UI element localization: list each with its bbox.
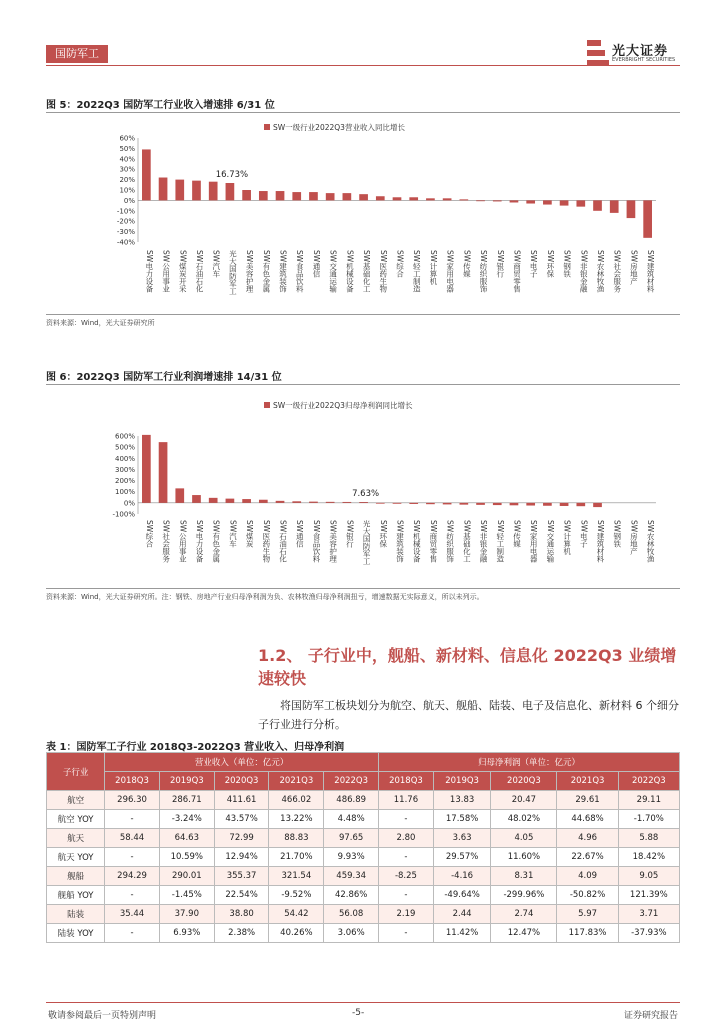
category-label: SW商贸零售 bbox=[512, 250, 522, 293]
bar bbox=[543, 503, 552, 506]
logo-text: 光大证券 bbox=[612, 44, 669, 59]
category-label: SW有色金属 bbox=[261, 250, 271, 293]
y-tick-label: 600% bbox=[114, 432, 135, 441]
table-row bbox=[47, 810, 680, 829]
table-cell: 48.02% bbox=[491, 810, 557, 829]
bar bbox=[309, 502, 318, 503]
year-header: 2021Q3 bbox=[557, 772, 618, 791]
table-cell: 35.44 bbox=[105, 905, 160, 924]
bar bbox=[593, 503, 602, 507]
bar bbox=[476, 200, 485, 201]
category-label: SW电力设备 bbox=[144, 250, 154, 293]
category-label: SW农林牧渔 bbox=[596, 250, 606, 293]
row-label: 陆装 YOY bbox=[47, 924, 105, 943]
bar bbox=[476, 503, 485, 505]
table-cell: 12.94% bbox=[214, 848, 269, 867]
table-cell: 97.65 bbox=[324, 829, 379, 848]
bar bbox=[393, 197, 402, 200]
table-cell: 40.26% bbox=[269, 924, 324, 943]
table-cell: 5.97 bbox=[557, 905, 618, 924]
subindustry-table bbox=[46, 752, 680, 943]
bar bbox=[543, 200, 552, 204]
category-label: SW公用事业 bbox=[178, 520, 188, 563]
category-label: SW食品饮料 bbox=[295, 250, 305, 293]
table-cell: 18.42% bbox=[618, 848, 679, 867]
footer-divider bbox=[46, 1002, 680, 1003]
y-tick-label: -20% bbox=[116, 217, 135, 226]
table-cell: 42.86% bbox=[324, 886, 379, 905]
legend-swatch bbox=[264, 402, 270, 408]
table-cell: -1.70% bbox=[618, 810, 679, 829]
everbright-logo-icon bbox=[587, 40, 609, 66]
bar bbox=[493, 503, 502, 505]
year-header: 2019Q3 bbox=[433, 772, 491, 791]
category-label: 光大国防军工 bbox=[228, 250, 238, 295]
year-header: 2022Q3 bbox=[618, 772, 679, 791]
section-tag: 国防军工 bbox=[46, 45, 108, 63]
logo-subtext: EVERBRIGHT SECURITIES bbox=[612, 57, 676, 63]
figure6-source: 资料来源：Wind，光大证券研究所。注：钢铁、房地产行业归母净利润为负、农林牧渔归母净利润扭亏，增速数据无实际意义，所以未列示。 bbox=[46, 593, 484, 601]
bar bbox=[159, 178, 168, 201]
table-cell: 29.61 bbox=[557, 791, 618, 810]
y-tick-label: 200% bbox=[114, 477, 135, 486]
bar bbox=[393, 503, 402, 504]
category-label: SW医药生物 bbox=[261, 520, 271, 563]
y-tick-label: -10% bbox=[116, 207, 135, 216]
year-header: 2020Q3 bbox=[491, 772, 557, 791]
category-label: SW社会服务 bbox=[612, 250, 622, 293]
table-cell: 4.09 bbox=[557, 867, 618, 886]
bar bbox=[242, 190, 251, 200]
bar bbox=[226, 183, 235, 200]
table-cell: 459.34 bbox=[324, 867, 379, 886]
bar bbox=[510, 503, 519, 505]
category-label: SW有色金属 bbox=[211, 520, 221, 563]
category-label: SW通信 bbox=[311, 250, 321, 278]
category-label: SW综合 bbox=[144, 520, 154, 548]
row-label: 航空 bbox=[47, 791, 105, 810]
table-cell: 72.99 bbox=[214, 829, 269, 848]
table-cell: 486.89 bbox=[324, 791, 379, 810]
category-label: SW轻工制造 bbox=[495, 520, 505, 563]
category-label: SW钢铁 bbox=[562, 250, 572, 278]
table-cell: 43.57% bbox=[214, 810, 269, 829]
category-label: SW环保 bbox=[545, 250, 555, 278]
table-cell: 13.83 bbox=[433, 791, 491, 810]
table-row bbox=[47, 791, 680, 810]
table-cell: 6.93% bbox=[159, 924, 214, 943]
bar bbox=[359, 194, 368, 200]
revenue-group-header: 营业收入（单位：亿元） bbox=[105, 753, 379, 772]
y-tick-label: -40% bbox=[116, 238, 135, 247]
table-cell: -37.93% bbox=[618, 924, 679, 943]
table-cell: 2.44 bbox=[433, 905, 491, 924]
category-label: SW电力设备 bbox=[194, 520, 204, 563]
bar bbox=[142, 149, 151, 200]
table-cell: 37.90 bbox=[159, 905, 214, 924]
table-cell: 117.83% bbox=[557, 924, 618, 943]
table-cell: -49.64% bbox=[433, 886, 491, 905]
table-row bbox=[47, 867, 680, 886]
table-cell: 44.68% bbox=[557, 810, 618, 829]
year-header: 2018Q3 bbox=[379, 772, 434, 791]
table-cell: 355.37 bbox=[214, 867, 269, 886]
table-cell: -1.45% bbox=[159, 886, 214, 905]
table-cell: 11.60% bbox=[491, 848, 557, 867]
table-cell: 4.05 bbox=[491, 829, 557, 848]
data-label: 16.73% bbox=[215, 170, 249, 181]
bar bbox=[627, 200, 636, 218]
table-cell: 17.58% bbox=[433, 810, 491, 829]
bar bbox=[376, 196, 385, 200]
category-label: SW计算机 bbox=[428, 250, 438, 285]
category-label: SW家用电器 bbox=[445, 250, 455, 293]
bar bbox=[326, 502, 335, 503]
table-cell: 3.63 bbox=[433, 829, 491, 848]
table-cell: 5.88 bbox=[618, 829, 679, 848]
table1-caption: 表 1：国防军工子行业 2018Q3-2022Q3 营业收入、归母净利润 bbox=[46, 742, 345, 753]
category-label: SW机械设备 bbox=[345, 250, 355, 293]
bar bbox=[593, 200, 602, 210]
table-cell: 466.02 bbox=[269, 791, 324, 810]
table-cell: 13.22% bbox=[269, 810, 324, 829]
table-cell: 8.31 bbox=[491, 867, 557, 886]
table-cell: - bbox=[105, 848, 160, 867]
bar bbox=[142, 435, 151, 503]
table-cell: 3.06% bbox=[324, 924, 379, 943]
category-label: SW房地产 bbox=[629, 520, 639, 555]
category-label: SW传媒 bbox=[462, 250, 472, 278]
row-label: 陆装 bbox=[47, 905, 105, 924]
y-tick-label: 100% bbox=[114, 488, 135, 497]
table-cell: 11.76 bbox=[379, 791, 434, 810]
category-label: SW商贸零售 bbox=[428, 520, 438, 563]
table-cell: 29.11 bbox=[618, 791, 679, 810]
table-cell: 58.44 bbox=[105, 829, 160, 848]
figure5-caption: 图 5：2022Q3 国防军工行业收入增速排 6/31 位 bbox=[46, 100, 275, 111]
year-header: 2020Q3 bbox=[214, 772, 269, 791]
category-label: SW煤炭开采 bbox=[178, 250, 188, 293]
row-label: 航天 bbox=[47, 829, 105, 848]
y-tick-label: -100% bbox=[112, 510, 135, 519]
bar bbox=[459, 199, 468, 200]
table-row bbox=[47, 829, 680, 848]
table-cell: 88.83 bbox=[269, 829, 324, 848]
page-number: -5- bbox=[352, 1008, 365, 1018]
bar bbox=[326, 193, 335, 200]
category-label: 光大国防军工 bbox=[362, 520, 372, 565]
y-tick-label: 0% bbox=[123, 196, 135, 205]
bar bbox=[343, 502, 352, 503]
figure6-bottom-rule bbox=[46, 588, 680, 589]
y-tick-label: 30% bbox=[119, 165, 135, 174]
bar bbox=[493, 200, 502, 201]
y-tick-label: 400% bbox=[114, 454, 135, 463]
bar bbox=[242, 499, 251, 503]
table-cell: - bbox=[379, 886, 434, 905]
bar bbox=[209, 498, 218, 503]
figure6-top-rule bbox=[46, 384, 680, 385]
bar bbox=[576, 503, 585, 506]
y-tick-label: 20% bbox=[119, 176, 135, 185]
category-label: SW通信 bbox=[295, 520, 305, 548]
body-paragraph: 将国防军工板块划分为航空、航天、舰船、陆装、电子及信息化、新材料 6 个细分子行业进行分析。 bbox=[258, 699, 679, 731]
category-label: SW轻工制造 bbox=[412, 250, 422, 293]
table-cell: 4.48% bbox=[324, 810, 379, 829]
bar bbox=[610, 200, 619, 212]
category-label: SW交通运输 bbox=[328, 250, 338, 293]
year-header: 2021Q3 bbox=[269, 772, 324, 791]
profit-group-header: 归母净利润（单位：亿元） bbox=[379, 753, 680, 772]
category-label: SW银行 bbox=[495, 250, 505, 278]
table-cell: 121.39% bbox=[618, 886, 679, 905]
table-cell: -8.25 bbox=[379, 867, 434, 886]
category-label: SW环保 bbox=[378, 520, 388, 548]
revenue-growth-chart bbox=[46, 114, 680, 314]
table-cell: -50.82% bbox=[557, 886, 618, 905]
category-label: SW纺织服饰 bbox=[445, 520, 455, 563]
category-label: SW石油石化 bbox=[278, 520, 288, 563]
category-label: SW钢铁 bbox=[612, 520, 622, 548]
table-cell: 64.63 bbox=[159, 829, 214, 848]
table-cell: 321.54 bbox=[269, 867, 324, 886]
bar bbox=[376, 503, 385, 504]
bar bbox=[443, 198, 452, 200]
year-header: 2018Q3 bbox=[105, 772, 160, 791]
bar bbox=[276, 191, 285, 200]
row-label: 舰船 YOY bbox=[47, 886, 105, 905]
bar bbox=[409, 197, 418, 200]
bar bbox=[343, 193, 352, 200]
section-heading: 1.2、 子行业中，舰船、新材料、信息化 2022Q3 业绩增速较快 bbox=[258, 646, 677, 688]
bar bbox=[159, 442, 168, 503]
legend-label: SW一级行业2022Q3归母净利润同比增长 bbox=[273, 401, 413, 410]
category-label: SW汽车 bbox=[228, 520, 238, 548]
table-cell: 9.93% bbox=[324, 848, 379, 867]
bar bbox=[292, 192, 301, 200]
table-cell: 29.57% bbox=[433, 848, 491, 867]
header-divider bbox=[46, 65, 680, 66]
category-label: SW机械设备 bbox=[412, 520, 422, 563]
table-cell: 11.42% bbox=[433, 924, 491, 943]
category-label: SW纺织服饰 bbox=[479, 250, 489, 293]
category-label: SW建筑装饰 bbox=[395, 520, 405, 563]
table-cell: - bbox=[379, 924, 434, 943]
footer-report-type: 证券研究报告 bbox=[624, 1011, 679, 1021]
table-cell: 10.59% bbox=[159, 848, 214, 867]
table-cell: 21.70% bbox=[269, 848, 324, 867]
table-cell: 2.38% bbox=[214, 924, 269, 943]
y-tick-label: 500% bbox=[114, 443, 135, 452]
y-tick-label: 50% bbox=[119, 144, 135, 153]
bar bbox=[309, 192, 318, 200]
table-cell: 4.96 bbox=[557, 829, 618, 848]
table-cell: 22.67% bbox=[557, 848, 618, 867]
category-label: SW美容护理 bbox=[328, 520, 338, 563]
table-cell: 9.05 bbox=[618, 867, 679, 886]
category-label: SW综合 bbox=[395, 250, 405, 278]
bar bbox=[560, 200, 569, 205]
bar bbox=[175, 488, 184, 502]
legend-swatch bbox=[264, 124, 270, 130]
category-label: SW基础化工 bbox=[362, 250, 372, 293]
table-cell: 290.01 bbox=[159, 867, 214, 886]
category-label: SW家用电器 bbox=[529, 520, 539, 563]
table-cell: - bbox=[105, 924, 160, 943]
figure5-top-rule bbox=[46, 112, 680, 113]
bar bbox=[259, 191, 268, 200]
bar bbox=[426, 198, 435, 200]
footer-disclaimer: 敬请参阅最后一页特别声明 bbox=[48, 1011, 157, 1021]
category-label: SW非银金融 bbox=[579, 250, 589, 293]
figure5-bottom-rule bbox=[46, 314, 680, 315]
table-cell: 38.80 bbox=[214, 905, 269, 924]
bar bbox=[560, 503, 569, 506]
bar bbox=[276, 501, 285, 503]
category-label: SW传媒 bbox=[512, 520, 522, 548]
bar bbox=[459, 503, 468, 505]
table-cell: 20.47 bbox=[491, 791, 557, 810]
row-label: 航天 YOY bbox=[47, 848, 105, 867]
table-cell: 2.80 bbox=[379, 829, 434, 848]
table-cell: 411.61 bbox=[214, 791, 269, 810]
table-row bbox=[47, 886, 680, 905]
category-label: SW银行 bbox=[345, 520, 355, 548]
year-header: 2022Q3 bbox=[324, 772, 379, 791]
table-cell: -4.16 bbox=[433, 867, 491, 886]
bar bbox=[192, 495, 201, 503]
year-header: 2019Q3 bbox=[159, 772, 214, 791]
table-row bbox=[47, 848, 680, 867]
bar bbox=[510, 200, 519, 202]
data-label: 7.63% bbox=[352, 489, 380, 500]
bar bbox=[426, 503, 435, 504]
y-tick-label: 10% bbox=[119, 186, 135, 195]
bar bbox=[526, 503, 535, 506]
bar bbox=[409, 503, 418, 504]
bar bbox=[292, 501, 301, 503]
bar bbox=[526, 200, 535, 203]
row-label: 航空 YOY bbox=[47, 810, 105, 829]
category-label: SW煤炭 bbox=[245, 520, 255, 548]
category-label: SW石油石化 bbox=[194, 250, 204, 293]
category-label: SW医药生物 bbox=[378, 250, 388, 293]
row-label: 舰船 bbox=[47, 867, 105, 886]
table-cell: - bbox=[379, 810, 434, 829]
category-label: SW非银金融 bbox=[479, 520, 489, 563]
table-cell: 2.19 bbox=[379, 905, 434, 924]
table-row bbox=[47, 924, 680, 943]
table-cell: -299.96% bbox=[491, 886, 557, 905]
bar bbox=[209, 182, 218, 201]
table-cell: - bbox=[379, 848, 434, 867]
category-label: SW汽车 bbox=[211, 250, 221, 278]
category-label: SW美容护理 bbox=[245, 250, 255, 293]
table-cell: 294.29 bbox=[105, 867, 160, 886]
table-cell: - bbox=[105, 810, 160, 829]
table-cell: 296.30 bbox=[105, 791, 160, 810]
y-tick-label: 300% bbox=[114, 465, 135, 474]
table-cell: 54.42 bbox=[269, 905, 324, 924]
y-tick-label: -30% bbox=[116, 228, 135, 237]
legend-label: SW一级行业2022Q3营业收入同比增长 bbox=[273, 123, 405, 132]
bar bbox=[226, 499, 235, 503]
category-label: SW计算机 bbox=[562, 520, 572, 555]
table-cell: 2.74 bbox=[491, 905, 557, 924]
category-label: SW基础化工 bbox=[462, 520, 472, 563]
bar bbox=[443, 503, 452, 505]
profit-growth-chart bbox=[46, 386, 680, 588]
category-label: SW建筑材料 bbox=[646, 250, 656, 293]
bar bbox=[576, 200, 585, 206]
table-cell: 286.71 bbox=[159, 791, 214, 810]
bar bbox=[259, 500, 268, 503]
category-label: SW社会服务 bbox=[161, 520, 171, 563]
bar bbox=[643, 200, 652, 237]
bar bbox=[175, 180, 184, 201]
y-tick-label: 40% bbox=[119, 155, 135, 164]
category-label: SW交通运输 bbox=[545, 520, 555, 563]
col-subindustry: 子行业 bbox=[47, 753, 105, 791]
table-cell: 56.08 bbox=[324, 905, 379, 924]
table-cell: -3.24% bbox=[159, 810, 214, 829]
category-label: SW建筑材料 bbox=[596, 520, 606, 563]
category-label: SW房地产 bbox=[629, 250, 639, 285]
category-label: SW建筑装饰 bbox=[278, 250, 288, 293]
category-label: SW电子 bbox=[529, 250, 539, 278]
category-label: SW公用事业 bbox=[161, 250, 171, 293]
y-tick-label: 60% bbox=[119, 134, 135, 143]
table-cell: -9.52% bbox=[269, 886, 324, 905]
bar bbox=[359, 502, 368, 503]
figure6-caption: 图 6：2022Q3 国防军工行业利润增速排 14/31 位 bbox=[46, 372, 282, 383]
category-label: SW农林牧渔 bbox=[646, 520, 656, 563]
figure5-source: 资料来源：Wind，光大证券研究所 bbox=[46, 319, 155, 327]
bar bbox=[192, 181, 201, 201]
table-row bbox=[47, 905, 680, 924]
y-tick-label: 0% bbox=[123, 499, 135, 508]
table-cell: - bbox=[105, 886, 160, 905]
category-label: SW电子 bbox=[579, 520, 589, 548]
table-cell: 22.54% bbox=[214, 886, 269, 905]
category-label: SW食品饮料 bbox=[311, 520, 321, 563]
table-cell: 3.71 bbox=[618, 905, 679, 924]
table-cell: 12.47% bbox=[491, 924, 557, 943]
